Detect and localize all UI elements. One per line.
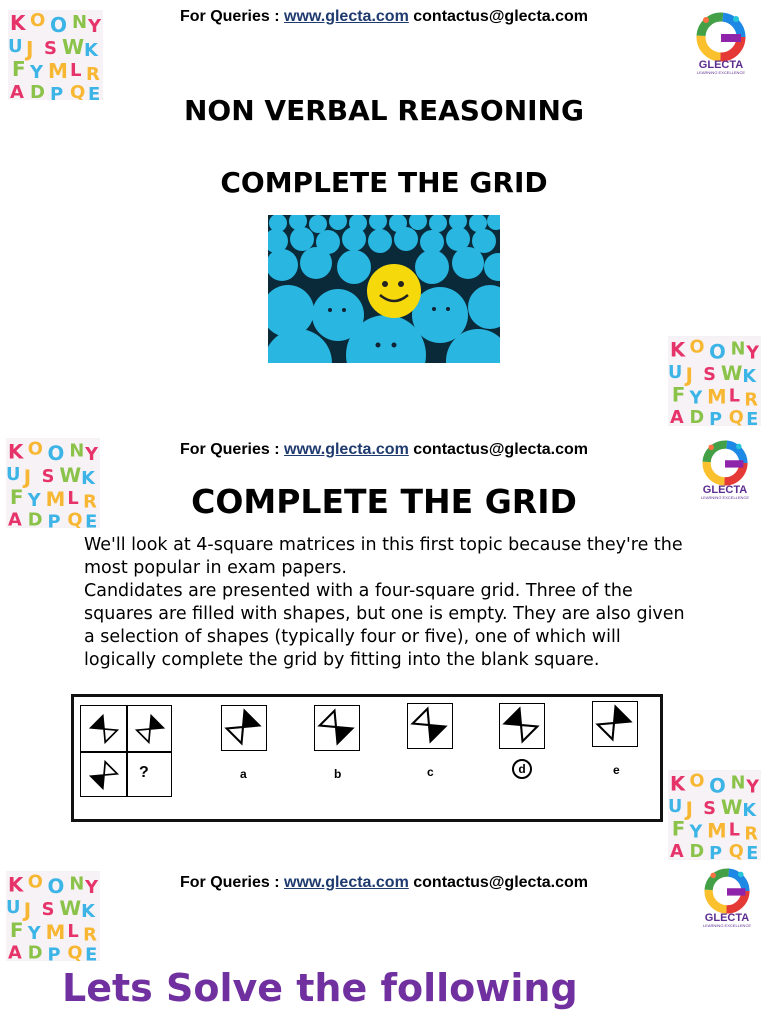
option-a-label: a [240,767,247,781]
glecta-logo [696,868,758,930]
question-mark: ? [139,764,149,781]
queries-label: For Queries : [179,874,280,891]
slide1-title: NON VERBAL REASONING [184,94,584,127]
glecta-logo [688,12,754,76]
website-link[interactable]: www.glecta.com [284,441,409,458]
bowtie-icon [399,695,458,754]
option-e[interactable] [592,701,638,747]
description-paragraph: Candidates are presented with a four-square grid. Three of the squares are filled with shapes, but one is empty. They are also given a selection of shapes (typically four or five), one of which will logically complete the grid by fitting into the blank square. [84,581,685,670]
letters-decoration-image [668,770,761,860]
option-b-label: b [334,767,342,781]
bowtie-icon [213,697,272,756]
slide1-subtitle: COMPLETE THE GRID [220,166,548,199]
logo-name: GLECTA [698,59,744,71]
slide2-title: COMPLETE THE GRID [191,482,577,521]
queries-contact-line [0,874,768,892]
glecta-g-icon [704,868,750,914]
website-link[interactable]: www.glecta.com [284,874,409,891]
logo-tagline: LEARNING EXCELLENCE [702,923,751,928]
bowtie-icon [80,705,128,753]
website-link[interactable]: www.glecta.com [284,8,409,25]
intro-paragraph: We'll look at 4-square matrices in this first topic because they're the most popular in exam papers. [84,535,683,578]
option-e-label: e [613,763,620,777]
logo-name: GLECTA [702,484,748,496]
option-c[interactable] [407,703,453,749]
slide3-title: Lets Solve the following [62,966,578,1010]
email-text: contactus@glecta.com [413,8,589,25]
letters-decoration-image [668,336,761,426]
bowtie-icon [491,695,550,754]
glecta-g-icon [702,440,748,486]
queries-label: For Queries : [179,441,280,458]
option-c-label: c [427,765,434,779]
logo-name: GLECTA [704,912,750,924]
puzzle-grid [80,705,172,797]
puzzle-figure [71,694,663,822]
queries-contact-line [0,441,768,459]
option-d[interactable] [499,703,545,749]
logo-tagline: LEARNING EXCELLENCE [696,70,745,75]
option-d-label: d [512,759,532,779]
email-text: contactus@glecta.com [413,441,589,458]
bowtie-icon [80,751,128,799]
option-a[interactable] [221,705,267,751]
queries-label: For Queries : [179,8,280,25]
option-b[interactable] [314,705,360,751]
smiley-crowd-image [268,215,500,363]
email-text: contactus@glecta.com [413,874,589,891]
queries-contact-line [0,8,768,26]
bowtie-icon [306,697,365,756]
bowtie-icon [126,705,174,753]
bowtie-icon [584,693,643,752]
logo-tagline: LEARNING EXCELLENCE [700,495,749,500]
glecta-g-icon [696,12,746,62]
